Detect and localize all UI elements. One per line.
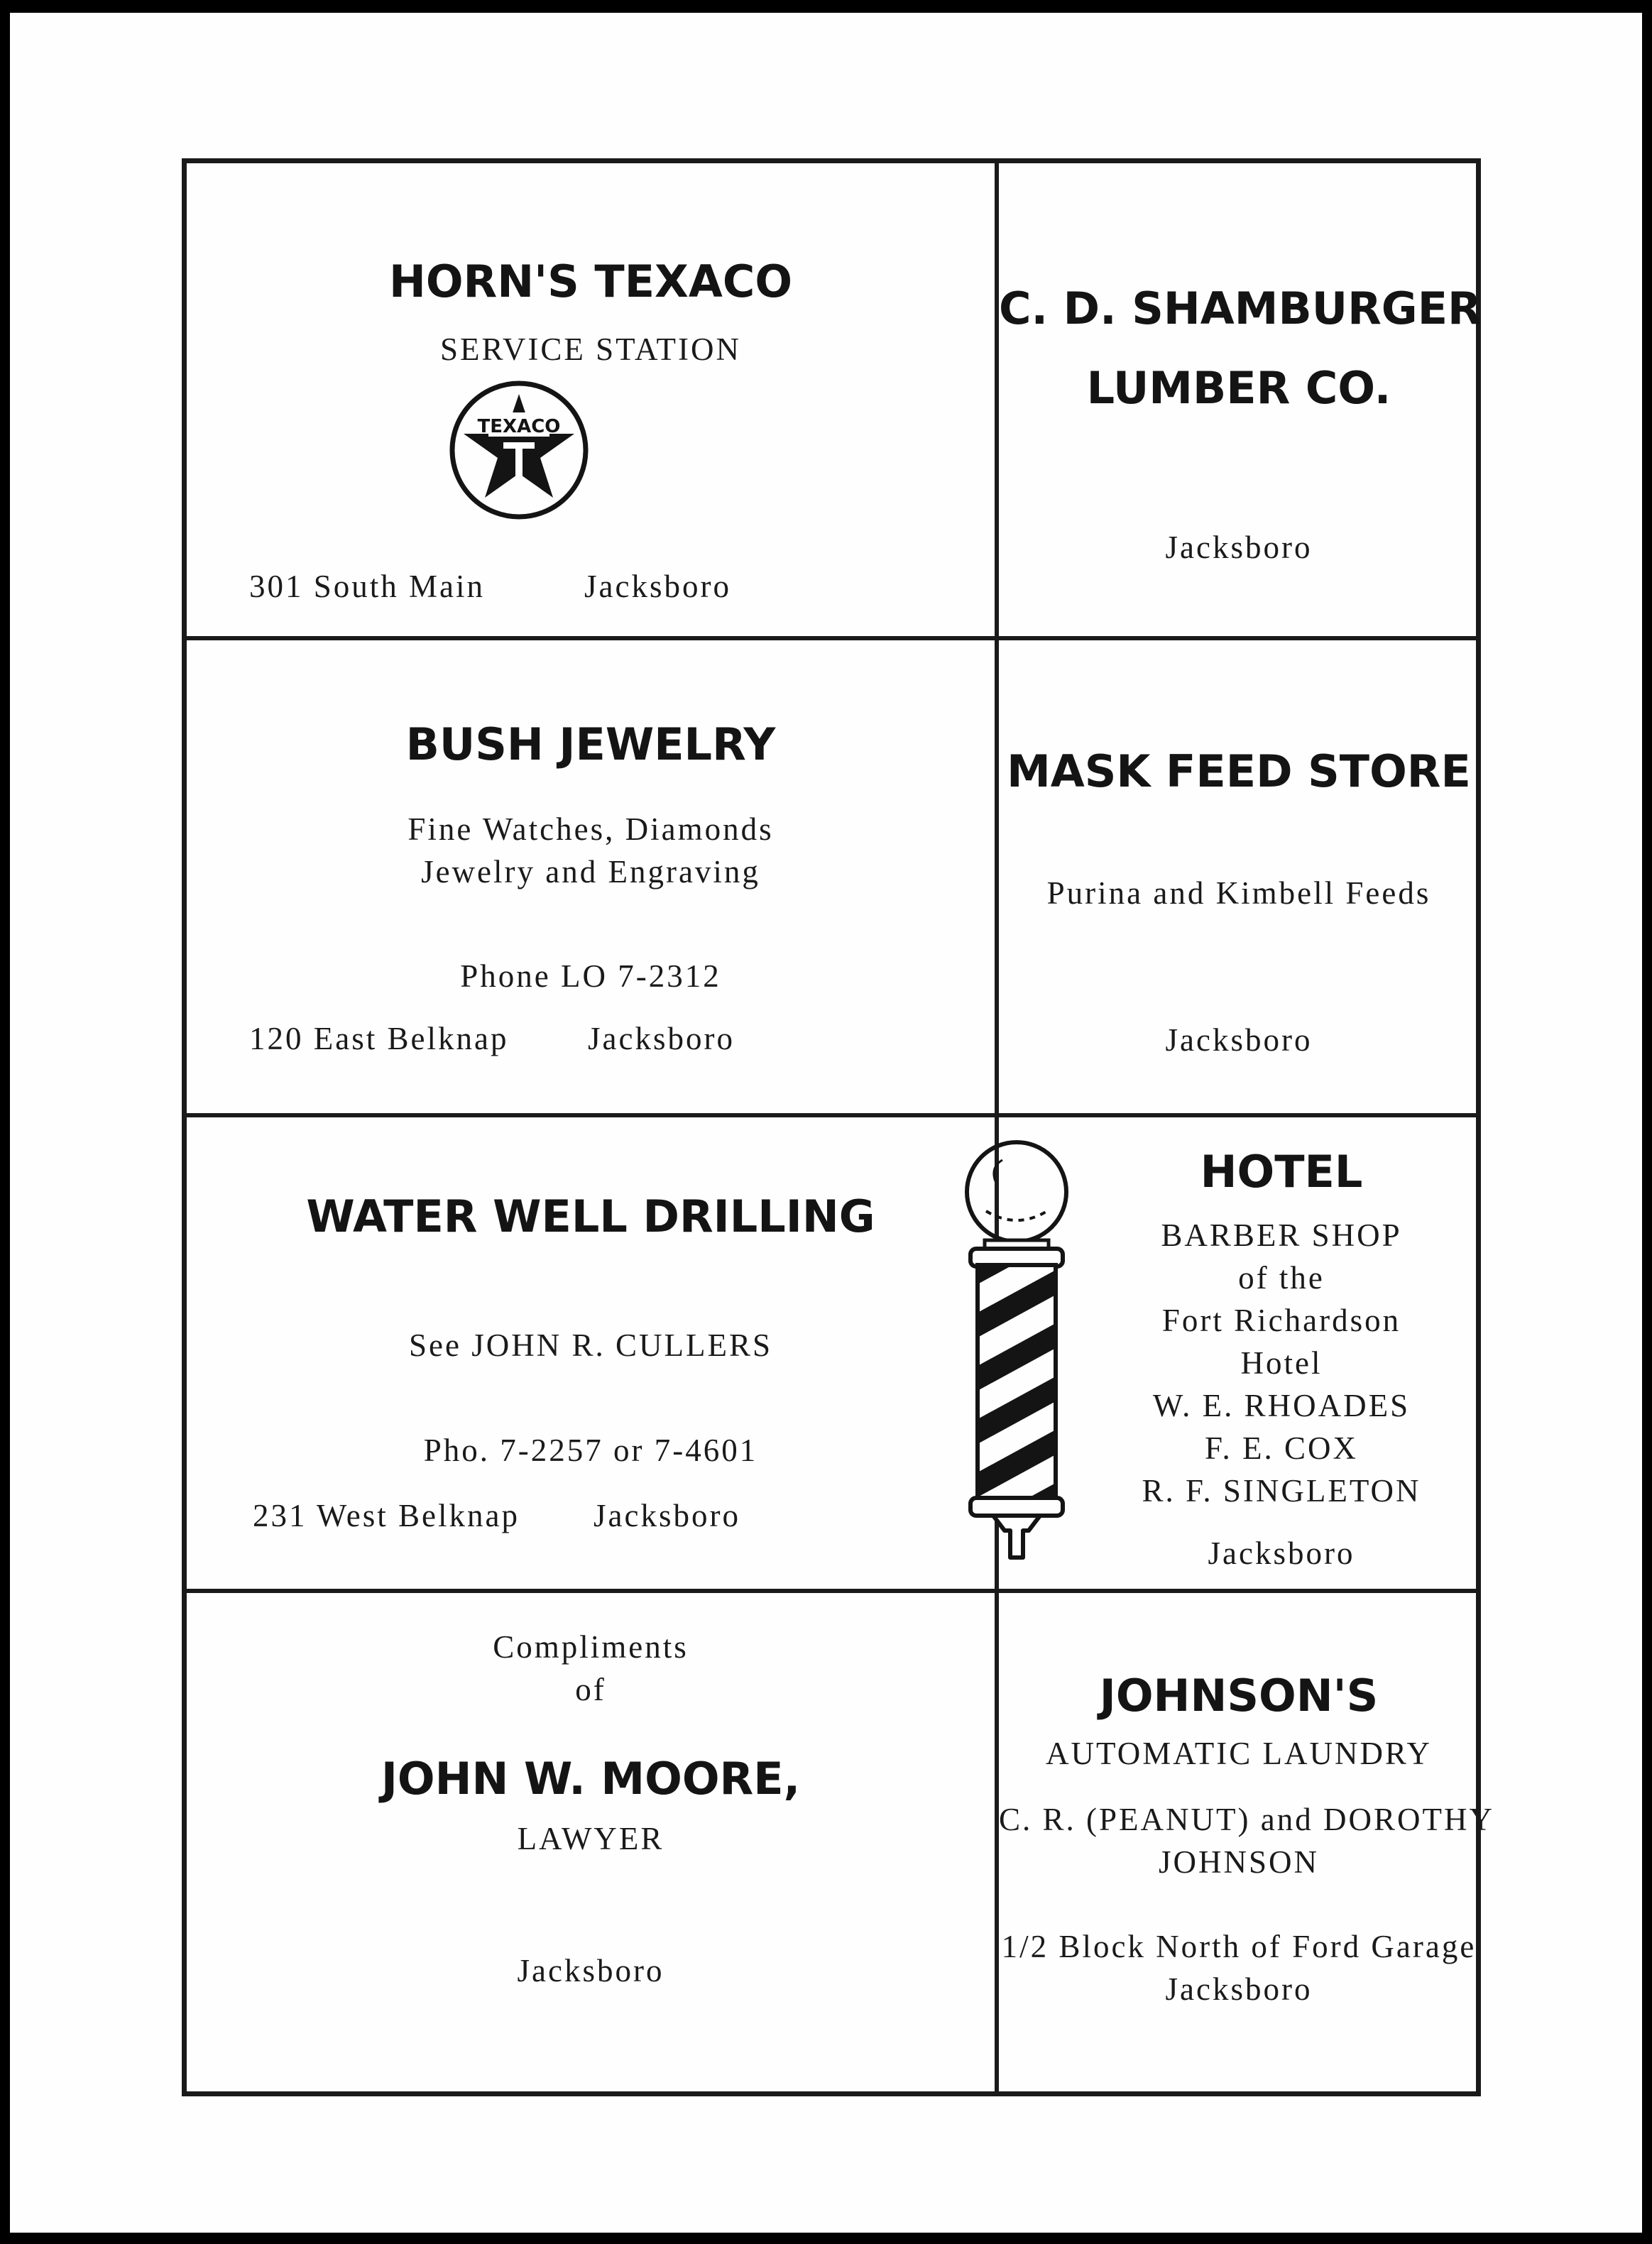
ad-text-line1: Compliments bbox=[493, 1629, 689, 1665]
ad-city: Jacksboro bbox=[1208, 1536, 1355, 1571]
ad-owners-line2: JOHNSON bbox=[1158, 1844, 1320, 1880]
ad-text-line6: F. E. COX bbox=[1205, 1430, 1358, 1466]
ad-mask-feed-store bbox=[999, 640, 1479, 1113]
ad-city: Jacksboro bbox=[584, 569, 731, 604]
ad-text-line2: of bbox=[575, 1672, 606, 1707]
ad-text-line2: of the bbox=[1238, 1260, 1325, 1296]
ad-city: Jacksboro bbox=[588, 1021, 735, 1056]
ad-john-moore-lawyer bbox=[187, 1593, 995, 2096]
ad-owners-line1: C. R. (PEANUT) and DOROTHY bbox=[999, 1802, 1494, 1837]
ad-contact: See JOHN R. CULLERS bbox=[408, 1328, 772, 1363]
ad-phone: Pho. 7-2257 or 7-4601 bbox=[423, 1433, 758, 1468]
ad-water-well-drilling bbox=[187, 1117, 995, 1589]
ad-title: WATER WELL DRILLING bbox=[306, 1191, 875, 1242]
ad-city: Jacksboro bbox=[1165, 1971, 1313, 2007]
ad-horns-texaco bbox=[187, 163, 995, 636]
ad-text-line4: Hotel bbox=[1240, 1345, 1323, 1381]
texaco-logo-text: TEXACO bbox=[477, 416, 561, 437]
ad-title: C. D. SHAMBURGER bbox=[999, 283, 1482, 334]
ad-subtitle: AUTOMATIC LAUNDRY bbox=[1046, 1736, 1432, 1771]
ad-subtitle: LAWYER bbox=[517, 1821, 664, 1856]
ad-phone: Phone LO 7-2312 bbox=[460, 958, 721, 994]
ad-text-line1: Fine Watches, Diamonds bbox=[407, 811, 774, 847]
yearbook-page bbox=[10, 13, 1642, 2233]
advertisement-grid bbox=[182, 158, 1494, 2096]
ad-bush-jewelry bbox=[187, 640, 995, 1113]
ad-text-line1: Purina and Kimbell Feeds bbox=[1046, 875, 1431, 911]
ad-title: JOHNSON'S bbox=[1099, 1670, 1379, 1722]
ad-city: Jacksboro bbox=[1165, 1022, 1313, 1058]
ad-text-line2: Jewelry and Engraving bbox=[421, 854, 760, 890]
texaco-star-logo bbox=[444, 378, 593, 522]
ad-title: JOHN W. MOORE, bbox=[381, 1753, 801, 1805]
ad-title: HOTEL bbox=[1200, 1146, 1363, 1198]
barber-pole-icon bbox=[949, 1139, 1084, 1565]
ad-text-line5: W. E. RHOADES bbox=[1152, 1388, 1411, 1423]
ad-title: MASK FEED STORE bbox=[1007, 745, 1471, 797]
ad-location: 1/2 Block North of Ford Garage bbox=[1001, 1929, 1477, 1964]
ad-city: Jacksboro bbox=[1165, 530, 1313, 565]
ad-johnsons-laundry bbox=[999, 1593, 1494, 2096]
ad-text-line1: BARBER SHOP bbox=[1161, 1217, 1402, 1253]
ad-address: 301 South Main bbox=[249, 569, 486, 604]
ad-title: BUSH JEWELRY bbox=[405, 718, 776, 770]
ad-city: Jacksboro bbox=[593, 1498, 740, 1533]
ad-title: HORN'S TEXACO bbox=[388, 256, 793, 307]
ad-title-line2: LUMBER CO. bbox=[1086, 362, 1391, 414]
ad-city: Jacksboro bbox=[517, 1953, 664, 1988]
ad-text-line3: Fort Richardson bbox=[1161, 1303, 1401, 1338]
ad-text-line7: R. F. SINGLETON bbox=[1142, 1473, 1421, 1509]
ad-hotel-barber-shop bbox=[999, 1117, 1479, 1589]
ad-address: 231 West Belknap bbox=[253, 1498, 520, 1533]
ad-shamburger-lumber bbox=[999, 163, 1482, 636]
ad-subtitle: SERVICE STATION bbox=[439, 332, 742, 367]
ad-address: 120 East Belknap bbox=[249, 1021, 509, 1056]
